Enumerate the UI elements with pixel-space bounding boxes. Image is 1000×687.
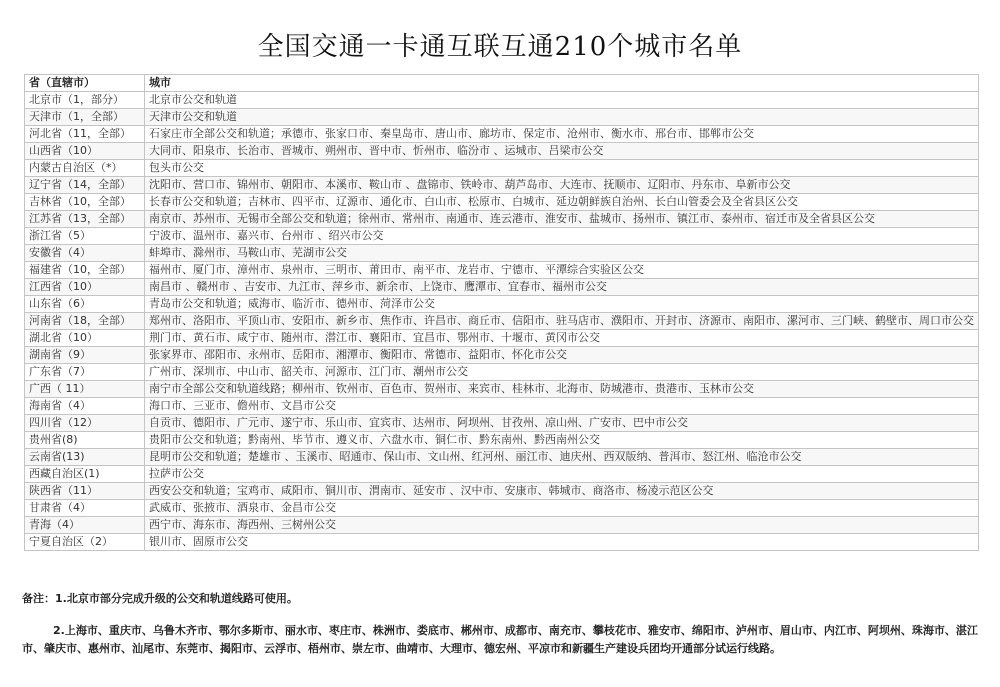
cities-cell: 昆明市公交和轨道；楚雄市 、玉溪市、昭通市、保山市、文山州、红河州、丽江市、迪庆州、西双版纳、普洱市、怒江州、临沧市公交 [145,449,979,466]
province-cell: 河北省（11，全部） [25,126,145,143]
table-row [25,330,979,347]
table-row [25,245,979,262]
cities-cell: 宁波市、温州市、嘉兴市、台州市 、绍兴市公交 [145,228,979,245]
cities-cell: 贵阳市公交和轨道；黔南州、毕节市、遵义市、六盘水市、铜仁市、黔东南州、黔西南州公交 [145,432,979,449]
province-cell: 内蒙古自治区（*） [25,160,145,177]
province-cell: 辽宁省（14，全部） [25,177,145,194]
table-row [25,296,979,313]
table-row [25,517,979,534]
table-row [25,432,979,449]
note-2: 2.上海市、重庆市、乌鲁木齐市、鄂尔多斯市、丽水市、枣庄市、株洲市、娄底市、郴州市、成都市、南充市、攀枝花市、雅安市、绵阳市、泸州市、眉山市、内江市、阿坝州、珠海市、湛江市、肇庆市、惠州市、汕尾市、东莞市、揭阳市、云浮市、梧州市、崇左市、曲靖市、大理市、德宏州、平凉市和新疆生产建设兵团均开通部分试运行线路。 [22,624,978,655]
cities-cell: 石家庄市全部公交和轨道；承德市、张家口市、秦皇岛市、唐山市、廊坊市、保定市、沧州市、衡水市、邢台市、邯郸市公交 [145,126,979,143]
province-cell: 陕西省（11） [25,483,145,500]
table-row [25,466,979,483]
province-cell: 安徽省（4） [25,245,145,262]
cities-cell: 张家界市、邵阳市、永州市、岳阳市、湘潭市、衡阳市、常德市、益阳市、怀化市公交 [145,347,979,364]
table-row [25,398,979,415]
cities-cell: 武威市、张掖市、酒泉市、金昌市公交 [145,500,979,517]
table-row [25,483,979,500]
province-cell: 湖北省（10） [25,330,145,347]
cities-cell: 北京市公交和轨道 [145,92,979,109]
cities-cell: 沈阳市、营口市、锦州市、朝阳市、本溪市、鞍山市 、盘锦市、铁岭市、葫芦岛市、大连市、抚顺市、辽阳市、丹东市、阜新市公交 [145,177,979,194]
province-cell: 贵州省(8) [25,432,145,449]
table-row [25,194,979,211]
province-cell: 云南省(13) [25,449,145,466]
city-table [24,74,979,551]
cities-cell: 拉萨市公交 [145,466,979,483]
province-cell: 宁夏自治区（2） [25,534,145,551]
note-1: 备注：1.北京市部分完成升级的公交和轨道线路可使用。 [22,592,298,605]
province-cell: 浙江省（5） [25,228,145,245]
province-cell: 湖南省（9） [25,347,145,364]
province-cell: 西藏自治区(1) [25,466,145,483]
province-cell: 甘肃省（4） [25,500,145,517]
cities-cell: 蚌埠市、滁州市、马鞍山市、芜湖市公交 [145,245,979,262]
table-row [25,92,979,109]
cities-cell: 荆门市、黄石市、咸宁市、随州市、潜江市、襄阳市、宜昌市、鄂州市、十堰市、黄冈市公交 [145,330,979,347]
cities-cell: 南昌市 、赣州市 、吉安市、九江市、萍乡市、新余市、上饶市、鹰潭市、宜春市、福州市公交 [145,279,979,296]
notes [22,590,980,658]
province-cell: 海南省（4） [25,398,145,415]
cities-cell: 西安公交和轨道；宝鸡市、咸阳市、铜川市、渭南市、延安市 、汉中市、安康市、韩城市、商洛市、杨凌示范区公交 [145,483,979,500]
cities-cell: 海口市、三亚市、儋州市、文昌市公交 [145,398,979,415]
table-row [25,364,979,381]
cities-cell: 南京市、苏州市、无锡市全部公交和轨道；徐州市、常州市、南通市、连云港市、淮安市、盐城市、扬州市、镇江市、泰州市、宿迁市及全省县区公交 [145,211,979,228]
cities-cell: 青岛市公交和轨道；威海市、临沂市、德州市、菏泽市公交 [145,296,979,313]
table-row [25,313,979,330]
table-row [25,126,979,143]
cities-cell: 西宁市、海东市、海西州、三树州公交 [145,517,979,534]
table-row [25,211,979,228]
province-cell: 广西（ 11） [25,381,145,398]
cities-cell: 天津市公交和轨道 [145,109,979,126]
province-cell: 江苏省（13，全部） [25,211,145,228]
table-row [25,160,979,177]
province-cell: 山东省（6） [25,296,145,313]
cities-cell: 包头市公交 [145,160,979,177]
cities-cell: 长春市公交和轨道；吉林市、四平市、辽源市、通化市、白山市、松原市、白城市、延边朝鲜族自治州、长白山管委会及全省县区公交 [145,194,979,211]
table-row [25,534,979,551]
table-row [25,143,979,160]
table-row [25,279,979,296]
table-header-row [25,75,979,92]
page-title: 全国交通一卡通互联互通210个城市名单 [257,32,743,62]
table-body [25,92,979,551]
table-row [25,262,979,279]
cities-cell: 郑州市、洛阳市、平顶山市、安阳市、新乡市、焦作市、许昌市、商丘市、信阳市、驻马店市、濮阳市、开封市、济源市、南阳市、漯河市、三门峡、鹤壁市、周口市公交 [145,313,979,330]
province-cell: 天津市（1，全部） [25,109,145,126]
header-city: 城市 [145,75,979,92]
table-row [25,228,979,245]
table-row [25,177,979,194]
header-province: 省（直辖市） [25,75,145,92]
cities-cell: 大同市、阳泉市、长治市、晋城市、朔州市、晋中市、忻州市、临汾市 、运城市、吕梁市公交 [145,143,979,160]
table-row [25,500,979,517]
province-cell: 江西省（10） [25,279,145,296]
province-cell: 四川省（12） [25,415,145,432]
province-cell: 广东省（7） [25,364,145,381]
province-cell: 山西省（10） [25,143,145,160]
province-cell: 吉林省（10，全部） [25,194,145,211]
cities-cell: 银川市、固原市公交 [145,534,979,551]
province-cell: 河南省（18，全部） [25,313,145,330]
province-cell: 青海（4） [25,517,145,534]
cities-cell: 南宁市全部公交和轨道线路；柳州市、钦州市、百色市、贺州市、来宾市、桂林市、北海市、防城港市、贵港市、玉林市公交 [145,381,979,398]
table-row [25,449,979,466]
cities-cell: 广州市、深圳市、中山市、韶关市、河源市、江门市、潮州市公交 [145,364,979,381]
table-row [25,347,979,364]
cities-cell: 自贡市、德阳市、广元市、遂宁市、乐山市、宜宾市、达州市、阿坝州、甘孜州、凉山州、广安市、巴中市公交 [145,415,979,432]
province-cell: 北京市（1，部分） [25,92,145,109]
province-cell: 福建省（10，全部） [25,262,145,279]
cities-cell: 福州市、厦门市、漳州市、泉州市、三明市、莆田市、南平市、龙岩市、宁德市、平潭综合实验区公交 [145,262,979,279]
table-row [25,109,979,126]
table-row [25,381,979,398]
table-row [25,415,979,432]
